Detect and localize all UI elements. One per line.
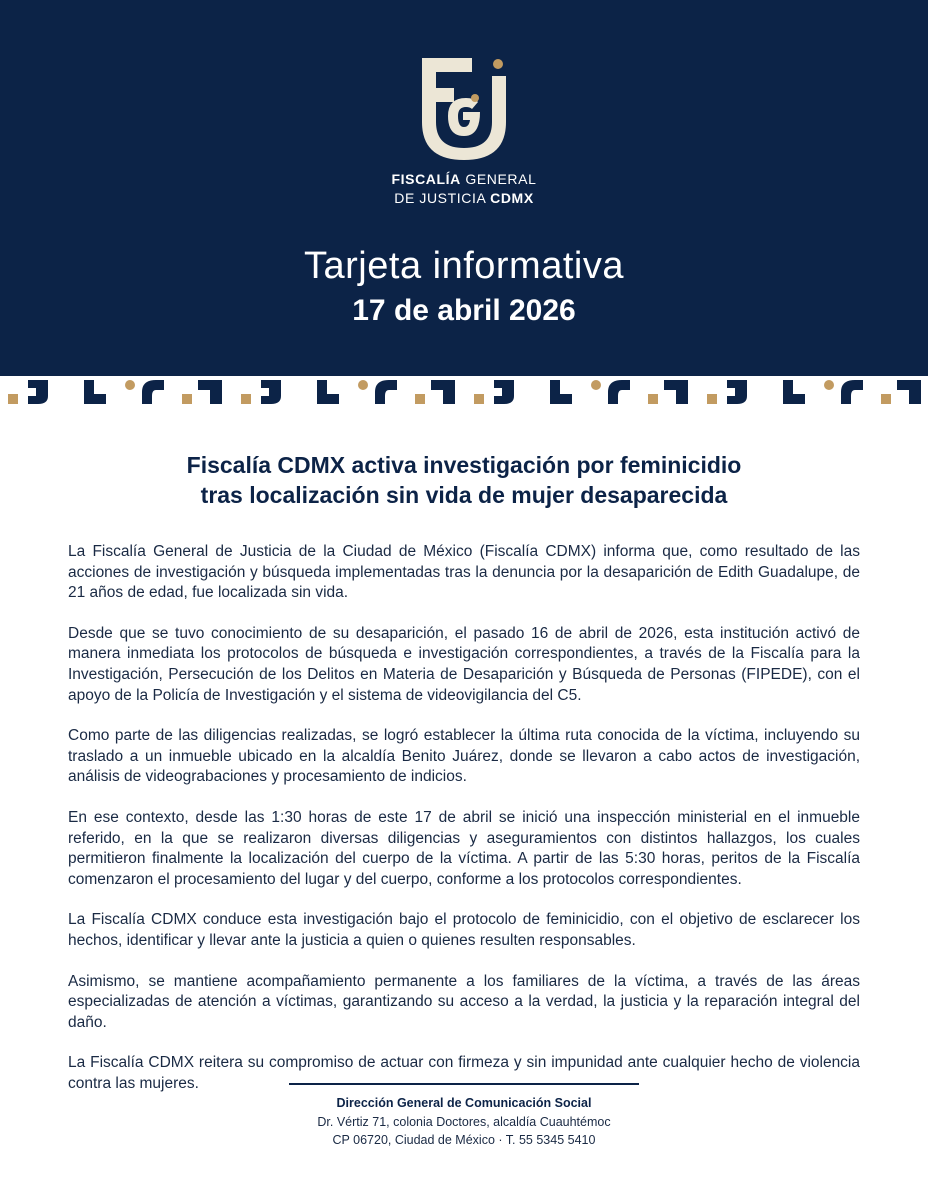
org-name-line1 <box>0 170 928 189</box>
paragraph-1: La Fiscalía General de Justicia de la Ciudad de México (Fiscalía CDMX) informa que, como resultado de las acciones de investigación y búsqueda implementadas tras la denuncia por la desaparición de Edith Guadalupe, de 21 años de edad, fue localizada sin vida. <box>68 543 860 602</box>
headline <box>80 450 848 510</box>
headline-line1: Fiscalía CDMX activa investigación por feminicidio <box>186 452 742 478</box>
footer-divider <box>289 1083 639 1085</box>
organization-name <box>0 170 928 208</box>
decorative-pattern-band <box>0 376 928 408</box>
org-name-line1-rest: GENERAL <box>465 171 537 187</box>
footer-address-line2: CP 06720, Ciudad de México · T. 55 5345 5410 <box>332 1133 596 1147</box>
org-name-line2-bold: CDMX <box>490 190 534 206</box>
paragraph-2: Desde que se tuvo conocimiento de su desaparición, el pasado 16 de abril de 2026, esta institución activó de manera inmediata los protocolos de búsqueda e investigación correspondientes, a través de la Fiscalía para la Investigación, Persecución de los Delitos en Materia de Desaparición y Búsqueda de Personas (FIPEDE), con el apoyo de la Policía de Investigación y el sistema de videovigilancia del C5. <box>68 624 860 704</box>
fgj-logo-icon <box>414 52 514 162</box>
org-name-line2 <box>0 189 928 208</box>
org-name-line1-bold: FISCALÍA <box>391 171 461 187</box>
footer-department: Dirección General de Comunicación Social <box>336 1096 592 1110</box>
footer <box>0 1094 928 1150</box>
footer-address-line1: Dr. Vértiz 71, colonia Doctores, alcaldía Cuauhtémoc <box>317 1114 611 1129</box>
document-title: Tarjeta informativa <box>304 245 624 287</box>
headline-line2: tras localización sin vida de mujer desaparecida <box>200 482 728 508</box>
paragraph-3: Como parte de las diligencias realizadas, se logró establecer la última ruta conocida de la víctima, incluyendo su traslado a un inmueble ubicado en la alcaldía Benito Juárez, donde se llevaron a cabo actos de investigación, análisis de videograbaciones y procesamiento de indicios. <box>68 727 860 786</box>
org-name-line2-rest: DE JUSTICIA <box>394 190 486 206</box>
document-date: 17 de abril 2026 <box>352 294 576 327</box>
body-text <box>68 542 860 1114</box>
paragraph-5: La Fiscalía CDMX conduce esta investigación bajo el protocolo de feminicidio, con el objetivo de esclarecer los hechos, identificar y llevar ante la justicia a quien o quienes resulten responsables. <box>68 911 860 949</box>
paragraph-7: La Fiscalía CDMX reitera su compromiso de actuar con firmeza y sin impunidad ante cualquier hecho de violencia contra las mujeres. <box>68 1054 860 1092</box>
paragraph-6: Asimismo, se mantiene acompañamiento permanente a los familiares de la víctima, a través de las áreas especializadas de atención a víctimas, garantizando su acceso a la verdad, la justicia y la reparación integral del daño. <box>68 972 860 1031</box>
paragraph-4: En ese contexto, desde las 1:30 horas de este 17 de abril se inició una inspección ministerial en el inmueble referido, en la que se realizaron diversas diligencias y aseguramientos con distintos hallazgos, los cuales permitieron finalmente la localización del cuerpo de la víctima. A partir de las 5:30 horas, peritos de la Fiscalía comenzaron el procesamiento del lugar y del cuerpo, conforme a los protocolos correspondientes. <box>68 808 860 888</box>
header-banner <box>0 0 928 376</box>
logo <box>0 52 928 162</box>
